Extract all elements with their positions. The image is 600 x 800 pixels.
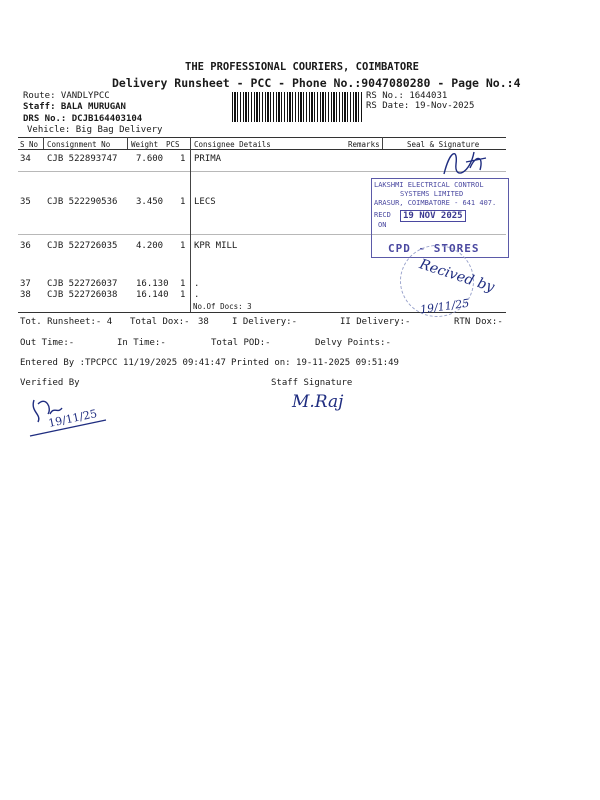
row-consignee: LECS <box>194 197 216 207</box>
row-consignee: . <box>194 290 200 300</box>
row-sno: 38 <box>20 290 31 300</box>
row-pcs: 1 <box>180 279 186 289</box>
stamp-department: CPD - STORES <box>388 242 480 255</box>
runsheet-subtitle: Delivery Runsheet - PCC - Phone No.:9047080280 - Page No.:4 <box>112 76 521 90</box>
table-top-border <box>18 137 506 138</box>
total-dox-value: 38 <box>198 317 209 327</box>
row-weight: 4.200 <box>136 241 164 251</box>
header-pcs: PCS <box>166 140 180 149</box>
staff-signature-label: Staff Signature <box>271 378 353 388</box>
stamp-line: ARASUR, COIMBATORE - 641 407. <box>374 199 497 207</box>
company-title: THE PROFESSIONAL COURIERS, COIMBATORE <box>185 61 419 73</box>
row-sno: 34 <box>20 154 31 164</box>
row-weight: 3.450 <box>136 197 164 207</box>
header-consignee: Consignee Details <box>194 140 271 149</box>
printed-on: Printed on: 19-11-2025 09:51:49 <box>231 358 399 368</box>
total-runsheet: Tot. Runsheet:- 4 <box>20 317 113 327</box>
header-weight: Weight <box>131 140 159 149</box>
row-pcs: 1 <box>180 197 186 207</box>
total-pod: Total POD:- <box>211 338 271 348</box>
route-label: Route: VANDLYPCC <box>23 91 110 101</box>
row-consignment: CJB 522726038 <box>47 290 118 300</box>
rtn-dox: RTN Dox:- <box>454 317 503 327</box>
vehicle-label: Vehicle: Big Bag Delivery <box>27 125 163 135</box>
barcode <box>232 92 362 122</box>
header-seal-signature: Seal & Signature <box>407 140 480 149</box>
row-separator <box>18 171 506 172</box>
row-consignment: CJB 522726037 <box>47 279 118 289</box>
row-consignee: KPR MILL <box>194 241 238 251</box>
received-date: 19/11/25 <box>419 296 471 317</box>
header-consignment: Consignment No <box>47 140 111 149</box>
table-header-border <box>18 149 506 150</box>
row-sno: 37 <box>20 279 31 289</box>
signature-scribble <box>440 144 490 184</box>
verified-by-label: Verified By <box>20 378 80 388</box>
stamp-recd: RECD <box>374 211 391 219</box>
total-dox-label: Total Dox:- <box>130 317 190 327</box>
row-pcs: 1 <box>180 241 186 251</box>
col-divider <box>190 137 191 312</box>
i-delivery: I Delivery:- <box>232 317 298 327</box>
col-divider <box>382 137 383 149</box>
entered-by: Entered By :TPCPCC 11/19/2025 09:41:47 <box>20 358 226 368</box>
verified-date: 19/11/25 <box>47 407 99 430</box>
row-pcs: 1 <box>180 290 186 300</box>
col-divider <box>43 137 44 149</box>
stamp-date: 19 NOV 2025 <box>400 210 466 222</box>
row-pcs: 1 <box>180 154 186 164</box>
stamp-on: ON <box>378 221 387 229</box>
delvy-points: Delvy Points:- <box>315 338 391 348</box>
row-consignee: PRIMA <box>194 154 222 164</box>
rs-date: RS Date: 19-Nov-2025 <box>366 101 475 111</box>
row-consignment: CJB 522893747 <box>47 154 118 164</box>
row-sno: 35 <box>20 197 31 207</box>
row-consignment: CJB 522290536 <box>47 197 118 207</box>
row-sno: 36 <box>20 241 31 251</box>
in-time: In Time:- <box>117 338 166 348</box>
stamp-line: LAKSHMI ELECTRICAL CONTROL <box>374 181 484 189</box>
row-consignee: . <box>194 279 200 289</box>
row-consignment: CJB 522726035 <box>47 241 118 251</box>
row-weight: 16.130 <box>136 279 169 289</box>
header-sno: S No <box>20 140 39 149</box>
header-remarks: Remarks <box>348 140 380 149</box>
drs-label: DRS No.: DCJB164403104 <box>23 114 143 124</box>
no-of-docs: No.Of Docs: 3 <box>193 302 252 311</box>
row-weight: 7.600 <box>136 154 164 164</box>
ii-delivery: II Delivery:- <box>340 317 411 327</box>
out-time: Out Time:- <box>20 338 75 348</box>
staff-signature: M.Raj <box>292 392 344 412</box>
row-weight: 16.140 <box>136 290 169 300</box>
col-divider <box>127 137 128 149</box>
staff-label: Staff: BALA MURUGAN <box>23 102 126 112</box>
stamp-line: SYSTEMS LIMITED <box>400 190 464 198</box>
rs-number: RS No.: 1644031 <box>366 91 448 101</box>
received-by-note: Recived by <box>417 256 497 296</box>
